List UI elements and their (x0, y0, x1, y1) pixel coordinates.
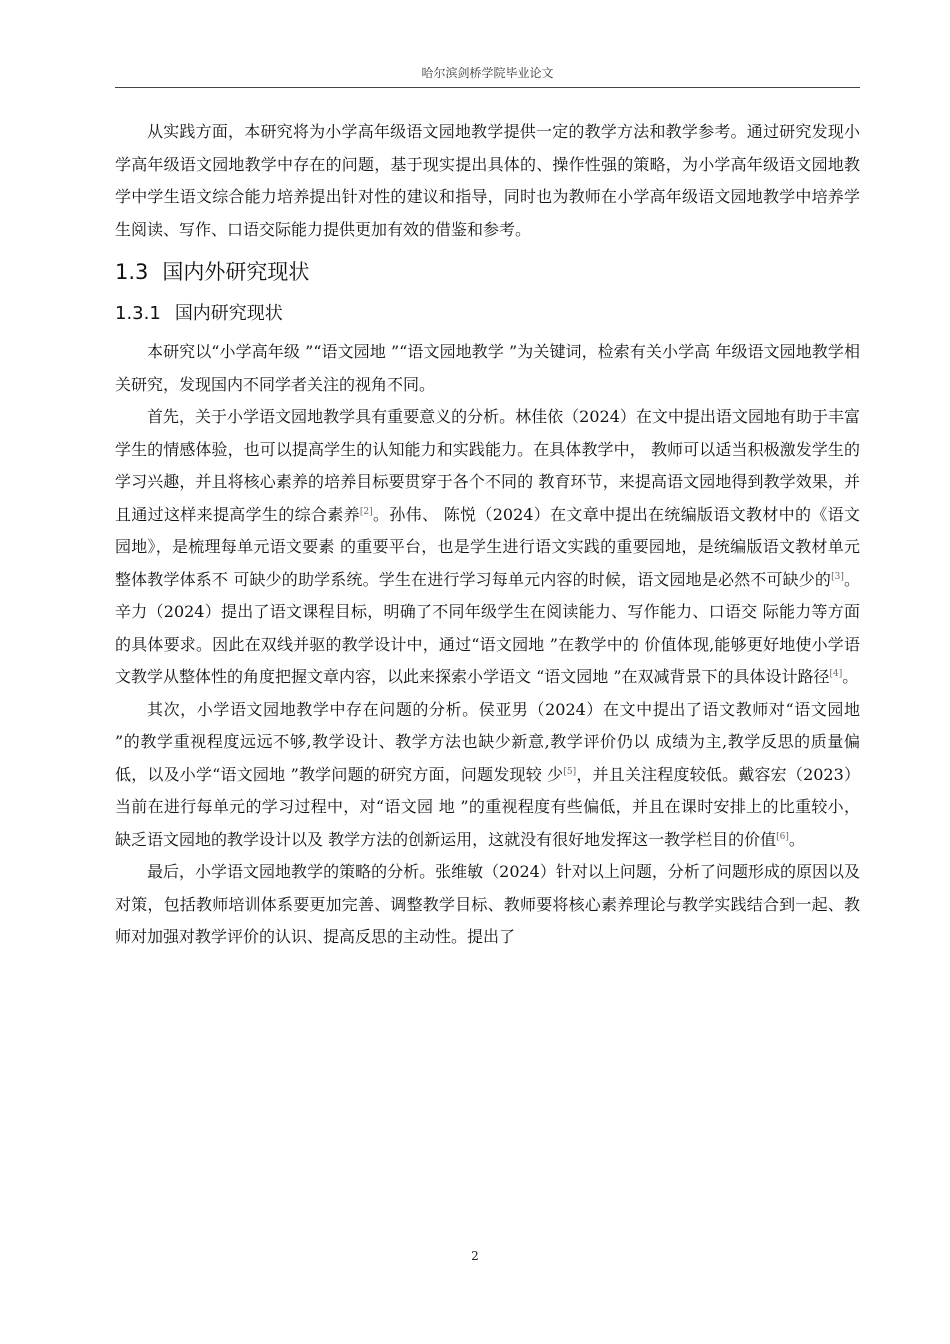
text-segment: 。 (842, 667, 859, 686)
citation-6: [6] (776, 831, 789, 842)
section-heading (115, 252, 860, 292)
citation-4: [4] (829, 669, 843, 679)
paragraph-keywords: 本研究以“小学高年级 ”“语文园地 ”“语文园地教学 ”为关键词，检索有关小学高 年级语文园地教学相关研究，发现国内不同学者关注的视角不同。 (115, 342, 860, 394)
text-segment: 。 辛力（2024）提出了语文课程目标，明确了不同年级学生在阅读能力、写作能力、口语交 际能力等方面的具体要求。因此在双线并驱的教学设计中，通过“语文园地 ”在教学中的 价值体现,能够更好地使小学语文教学从整体性的角度把握文章内容，以此来探索小学语文 “语文园地 ”在双减背景下的具体设计路径 (115, 569, 860, 686)
citation-5: [5] (563, 766, 577, 777)
subsection-number: 1.3.1 (115, 303, 161, 324)
subsection-title: 国内研究现状 (174, 303, 283, 324)
section-title: 国内外研究现状 (162, 260, 310, 284)
subsection-heading (115, 296, 860, 332)
paragraph-practice: 从实践方面，本研究将为小学高年级语文园地教学提供一定的教学方法和教学参考。通过研究发现小学高年级语文园地教学中存在的问题，基于现实提出具体的、操作性强的策略，为小学高年级语文园地教学中学生语文综合能力培养提出针对性的建议和指导，同时也为教师在小学高年级语文园地教学中培养学生阅读、写作、口语交际能力提供更加有效的借鉴和参考。 (115, 122, 860, 239)
citation-2: [2] (359, 506, 373, 517)
paragraph-strategies: 最后，小学语文园地教学的策略的分析。张维敏（2024）针对以上问题，分析了问题形成的原因以及对策，包括教师培训体系要更加完善、调整教学目标、教师要将核心素养理论与教学实践结合到一起、教师对加强对教学评价的认识、提高反思的主动性。提出了 (115, 862, 860, 946)
text-segment: 。孙伟、 陈悦（2024）在文章中提出在统编版语文教材中的《语文园地》，是梳理每单元语文要素 的重要平台，也是学生进行语文实践的重要园地，是统编版语文教材单元整体教学体系不 可缺少的助学系统。学生在进行学习每单元内容的时候，语文园地是必然不可缺少的 (115, 504, 860, 589)
text-segment: 。 (788, 829, 805, 849)
page-body (115, 116, 860, 954)
citation-3: [3] (831, 571, 844, 582)
section-number: 1.3 (115, 260, 149, 284)
text-segment: 首先，关于小学语文园地教学具有重要意义的分析。林佳依（2024）在文中提出语文园地有助于丰富学生的情感体验，也可以提高学生的认知能力和实践能力。在具体教学中， 教师可以适当积极激发学生的学习兴趣，并且将核心素养的培养目标要贯穿于各个不同的 教育环节，来提高语文园地得到教学效果，并且通过这样来提高学生的综合素养 (115, 407, 860, 524)
page-header: 哈尔滨剑桥学院毕业论文 (421, 66, 554, 80)
page-number: 2 (471, 1249, 479, 1263)
paragraph-significance (115, 401, 860, 694)
text-segment: ，并且关注程度较低。戴容宏（2023）当前在进行每单元的学习过程中，对“语文园 地 ”的重视程度有些偏低，并且在课时安排上的比重较小，缺乏语文园地的教学设计以及 教学方法的创新运用，这就没有很好地发挥这一教学栏目的价值 (115, 764, 860, 849)
header-rule (115, 87, 860, 88)
paragraph-problems (115, 694, 860, 857)
text-segment: 其次，小学语文园地教学中存在问题的分析。侯亚男（2024）在文中提出了语文教师对“语文园地 ”的教学重视程度远远不够,教学设计、教学方法也缺少新意,教学评价仍以 成绩为主,教学反思的质量偏低，以及小学“语文园地 ”教学问题的研究方面，问题发现较 少 (115, 699, 860, 784)
